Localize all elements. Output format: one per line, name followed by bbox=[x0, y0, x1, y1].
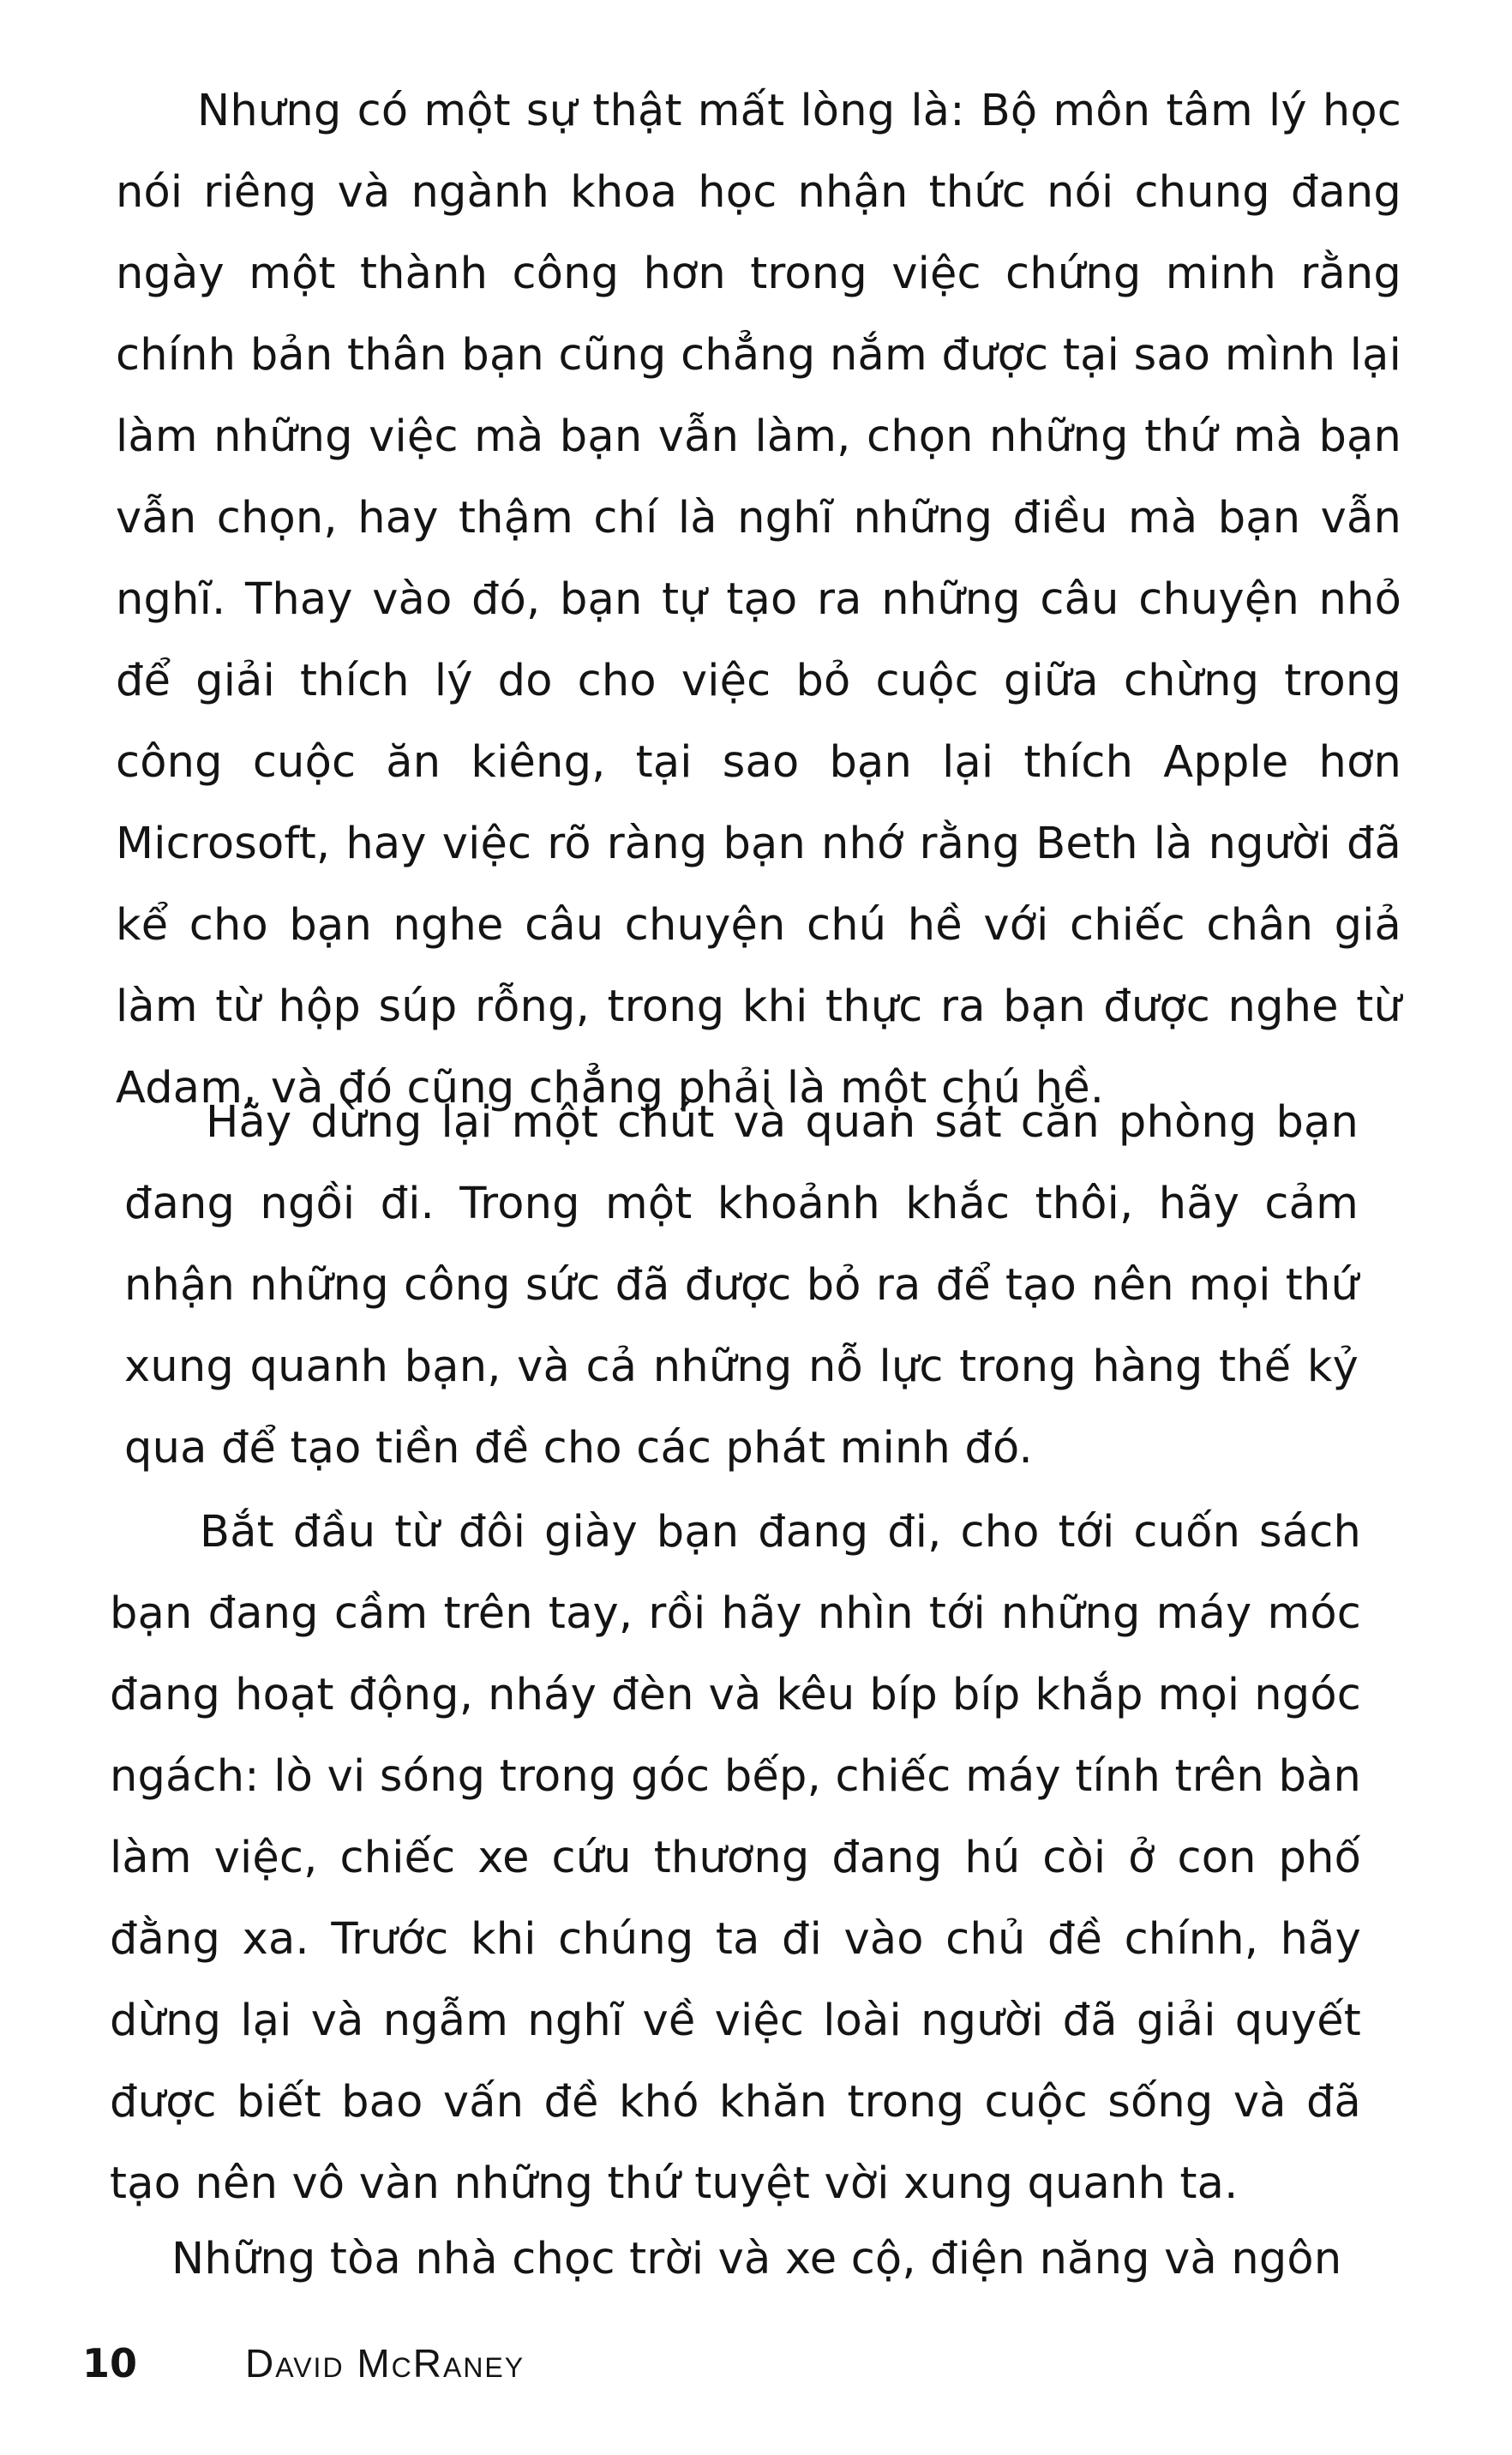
running-head-author: David McRaney bbox=[245, 2341, 525, 2386]
paragraph-2: Hãy dừng lại một chút và quan sát căn phòng bạn đang ngồi đi. Trong một khoảnh khắc thôi, hãy cảm nhận những công sức đã được bỏ ra để tạo nên mọi thứ xung quanh bạn, và cả những nỗ lực trong hàng thế kỷ qua để tạo tiền đề cho các phát minh đó. bbox=[124, 1097, 1359, 1474]
page-number: 10 bbox=[82, 2340, 138, 2386]
paragraph-1: Nhưng có một sự thật mất lòng là: Bộ môn tâm lý học nói riêng và ngành khoa học nhận thức nói chung đang ngày một thành công hơn trong việc chứng minh rằng chính bản thân bạn cũng chẳng nắm được tại sao mình lại làm những việc mà bạn vẫn làm, chọn những thứ mà bạn vẫn chọn, hay thậm chí là nghĩ những điều mà bạn vẫn nghĩ. Thay vào đó, bạn tự tạo ra những câu chuyện nhỏ để giải thích lý do cho việc bỏ cuộc giữa chừng trong công cuộc ăn kiêng, tại sao bạn lại thích Apple hơn Microsoft, hay việc rõ ràng bạn nhớ rằng Beth là người đã kể cho bạn nghe câu chuyện chú hề với chiếc chân giả làm từ hộp súp rỗng, trong khi thực ra bạn được nghe từ Adam, và đó cũng chẳng phải là một chú hề. bbox=[116, 86, 1401, 1113]
paragraph-4: Những tòa nhà chọc trời và xe cộ, điện năng và ngôn bbox=[171, 2234, 1342, 2284]
paragraph-3: Bắt đầu từ đôi giày bạn đang đi, cho tới cuốn sách bạn đang cầm trên tay, rồi hãy nhìn tới những máy móc đang hoạt động, nháy đèn và kêu bíp bíp khắp mọi ngóc ngách: lò vi sóng trong góc bếp, chiếc máy tính trên bàn làm việc, chiếc xe cứu thương đang hú còi ở con phố đằng xa. Trước khi chúng ta đi vào chủ đề chính, hãy dừng lại và ngẫm nghĩ về việc loài người đã giải quyết được biết bao vấn đề khó khăn trong cuộc sống và đã tạo nên vô vàn những thứ tuyệt vời xung quanh ta. bbox=[110, 1507, 1361, 2209]
page-footer bbox=[82, 2340, 525, 2409]
